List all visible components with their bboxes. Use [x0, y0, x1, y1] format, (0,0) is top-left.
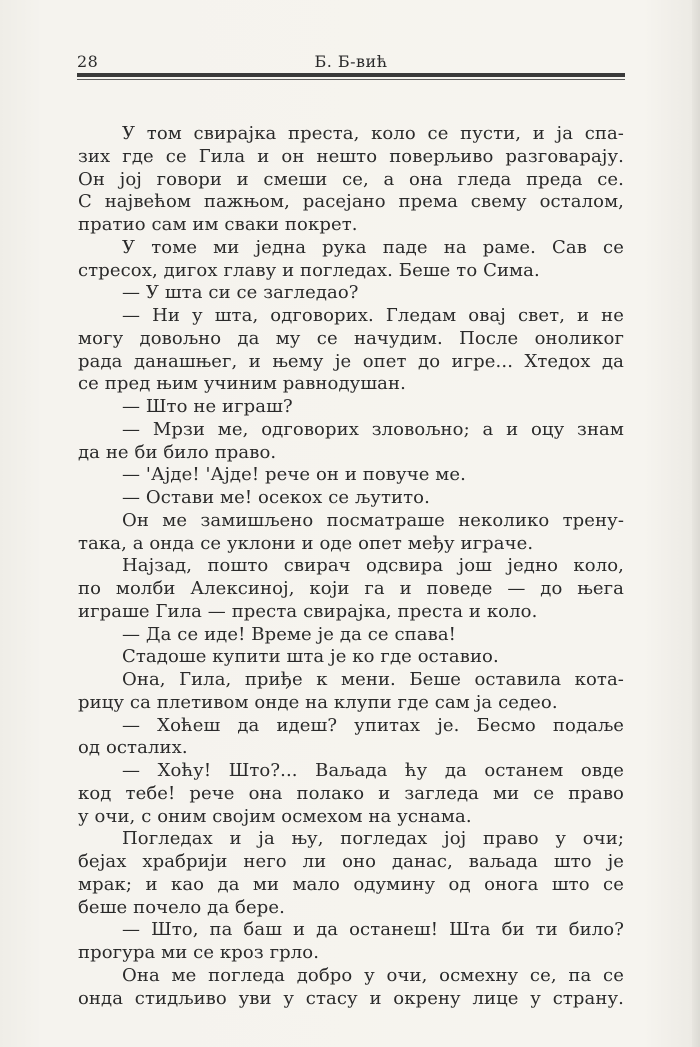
text-line: да не би било право.: [78, 441, 277, 463]
text-line: — У шта си се загледао?: [122, 282, 359, 304]
header-rule-thin: [77, 79, 625, 80]
text-line: Он ме замишљено посматраше неколико трену-: [122, 509, 624, 531]
text-line: Он јој говори и смеши се, а она гледа преда се.: [78, 168, 624, 190]
text-line: зих где се Гила и он нешто поверљиво разговарају.: [78, 145, 624, 167]
text-line: — Ни у шта, одговорих. Гледам овај свет, и не: [122, 305, 624, 326]
text-line: прогура ми се кроз грло.: [78, 942, 320, 963]
text-line: — Што не играш?: [122, 396, 293, 417]
text-line: се пред њим учиним равнодушан.: [78, 373, 406, 395]
text-line: — Да се иде! Време је да се спава!: [122, 623, 456, 645]
text-line: бејах храбрији него ли оно данас, ваљада што је: [78, 851, 624, 872]
page-header: [77, 52, 625, 74]
text-line: по молби Алексиној, који га и поведе — до њега: [78, 578, 624, 599]
text-line: пратио сам им сваки покрет.: [78, 214, 358, 235]
text-line: онда стидљиво уви у стасу и окрену лице у страну.: [78, 987, 624, 1009]
text-line: мрак; и као да ми мало одумину од онога што се: [78, 873, 624, 895]
text-line: Погледах и ја њу, погледах јој право у очи;: [122, 828, 624, 850]
text-line: играше Гила — преста свирајка, преста и коло.: [78, 600, 538, 622]
text-line: могу довољно да му се начудим. После оноликог: [78, 327, 624, 349]
body-text: [78, 123, 624, 1010]
text-line: рицу са плетивом онде на клупи где сам ја седео.: [78, 691, 558, 713]
text-line: Стадоше купити шта је ко где оставио.: [122, 646, 499, 668]
page-edge: [692, 0, 700, 1047]
text-line: — Мрзи ме, одговорих зловољно; а и оцу знам: [122, 418, 624, 440]
text-line: Најзад, пошто свирач одсвира још једно коло,: [122, 555, 624, 577]
text-line: беше почело да бере.: [78, 896, 285, 918]
text-line: стресох, дигох главу и погледах. Беше то Сима.: [78, 259, 540, 281]
text-line: У томе ми једна рука паде на раме. Сав се: [122, 236, 624, 258]
text-line: од осталих.: [78, 737, 188, 759]
text-line: Она, Гила, приђе к мени. Беше оставила кота-: [122, 669, 624, 690]
header-rule-thick: [77, 73, 625, 77]
text-line: — Хоћу! Што?... Ваљада ћу да останем овде: [122, 760, 624, 781]
text-line: У том свирајка преста, коло се пусти, и ја спа-: [122, 123, 624, 144]
text-line: рада данашњег, и њему је опет до игре... Хтедох да: [78, 350, 624, 372]
text-line: — Остави ме! осекох се љутито.: [122, 487, 430, 508]
text-line: Она ме погледа добро у очи, осмехну се, па се: [122, 964, 624, 986]
text-line: — Хоћеш да идеш? упитах је. Бесмо подаље: [122, 714, 624, 736]
text-line: код тебе! рече она полако и загледа ми се право: [78, 782, 624, 804]
page-number: 28: [77, 52, 99, 71]
text-line: — Што, па баш и да останеш! Шта би ти било?: [122, 919, 624, 941]
text-line: — 'Ајде! 'Ајде! рече он и повуче ме.: [122, 464, 466, 486]
text-line: С највећом пажњом, расејано према свему осталом,: [78, 191, 624, 213]
running-title: Б. Б-вић: [314, 52, 388, 71]
text-line: така, а онда се уклони и оде опет међу играче.: [78, 532, 534, 554]
text-line: у очи, с оним својим осмехом на уснама.: [78, 805, 472, 827]
